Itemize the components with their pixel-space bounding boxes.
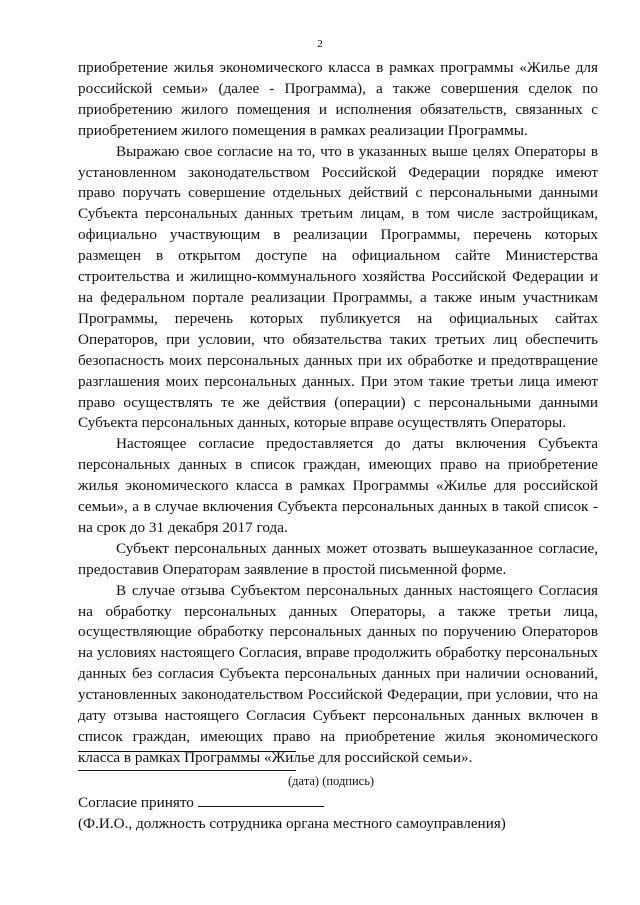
consent-accepted-label: Согласие принято xyxy=(78,794,194,811)
consent-accepted-blank xyxy=(198,792,324,807)
signature-line-1 xyxy=(78,751,296,752)
paragraph-3: Настоящее согласие предоставляется до даты включения Субъекта персональных данных в список граждан, имеющих право на приобретение жилья экономического класса в рамках Программы «Жилье для российской семьи», а в случае включения Субъекта персональных данных в такой список - на срок до 31 декабря 2017 года. xyxy=(78,435,598,536)
paragraph-5: В случае отзыва Субъектом персональных данных настоящего Согласия на обработку персональных данных Операторы, а также третьи лица, осуществляющие обработку персональных данных по поручению Операторов на условиях настоящего Согласия, вправе продолжить обработку персональных данных без согласия Субъекта персональных данных при наличии оснований, установленных законодательством Российской Федерации, при условии, что на дату отзыва настоящего Согласия Субъект персональных данных включен в список граждан, имеющих право на приобретение жилья экономического класса в рамках Программы «Жилье для российской семьи». xyxy=(78,581,598,766)
consent-accepted-row xyxy=(78,792,324,813)
body-text xyxy=(78,58,598,769)
date-signature-caption: (дата) (подпись) xyxy=(288,774,375,788)
fio-caption: (Ф.И.О., должность сотрудника органа местного самоуправления) xyxy=(78,815,506,832)
paragraph-1: приобретение жилья экономического класса в рамках программы «Жилье для российской семьи» (далее - Программа), а также совершения сделок по приобретению жилого помещения и исполнения обязательств, связанных с приобретением жилого помещения в рамках реализации Программы. xyxy=(78,59,598,139)
paragraph-4: Субъект персональных данных может отозвать вышеуказанное согласие, предоставив Операторам заявление в простой письменной форме. xyxy=(78,539,598,578)
signature-line-2 xyxy=(78,770,296,771)
paragraph-2: Выражаю свое согласие на то, что в указанных выше целях Операторы в установленном законодательством Российской Федерации порядке имеют право поручать совершение отдельных действий с персональными данными Субъекта персональных данных третьим лицам, в том числе застройщикам, официально участвующим в реализации Программы, перечень которых размещен в открытом доступе на официальном сайте Министерства строительства и жилищно-коммунального хозяйства Российской Федерации и на федеральном портале реализации Программы, а также иным участникам Программы, перечень которых публикуется на официальных сайтах Операторов, при условии, что обязательства таких третьих лиц обеспечить безопасность моих персональных данных при их обработке и предотвращение разглашения моих персональных данных. При этом такие третьи лица имеют право осуществлять те же действия (операции) с персональными данными Субъекта персональных данных, которые вправе осуществлять Операторы. xyxy=(78,142,598,432)
page-number: 2 xyxy=(317,38,323,50)
